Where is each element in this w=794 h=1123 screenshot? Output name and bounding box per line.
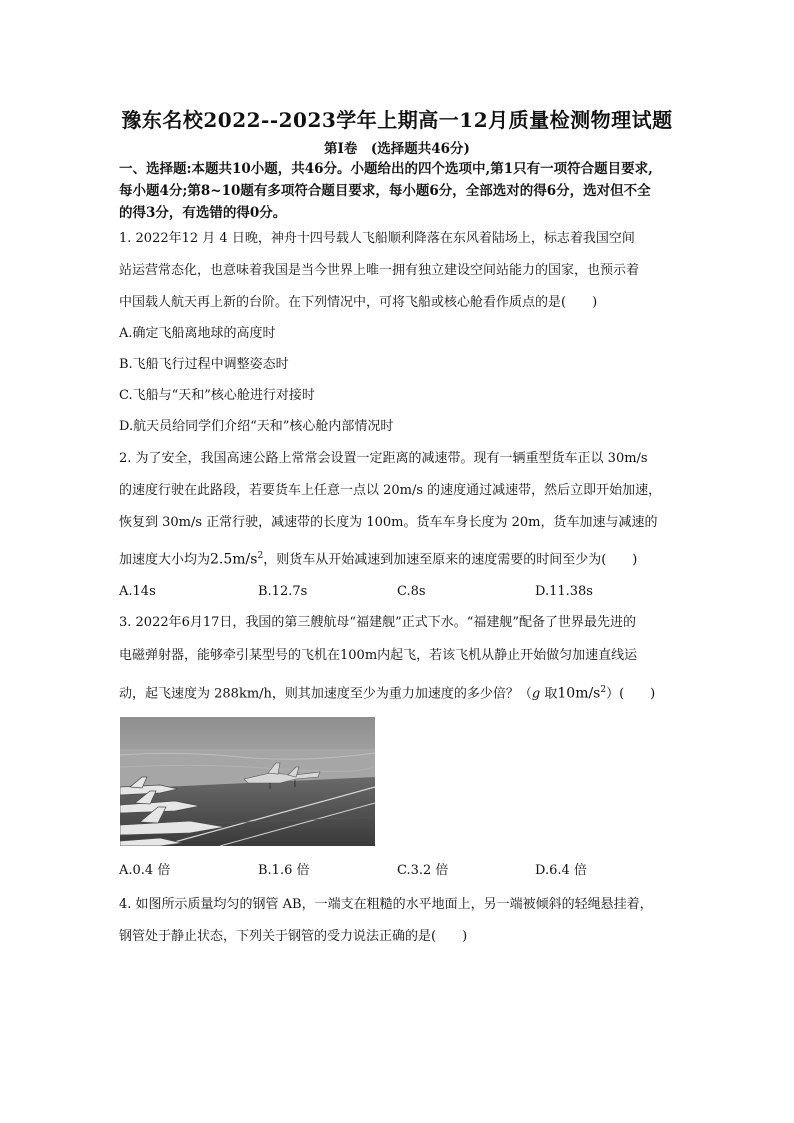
q3-option-d: D.6.4 倍 xyxy=(535,863,587,878)
q2-stem-line-3: 恢复到 30m/s 正常行驶，减速带的长度为 100m。货车车身长度为 20m，货车加速与减速的 xyxy=(119,515,658,530)
q3-symbol-g: g xyxy=(531,686,541,702)
q3-g-exponent: 2 xyxy=(600,685,607,695)
q3-text-b: 取 xyxy=(540,686,558,702)
q2-option-d: D.11.38s xyxy=(535,584,593,599)
q3-stem-line-2: 电磁弹射器，能够牵引某型号的飞机在100m内起飞，若该飞机从静止开始做匀加速直线运 xyxy=(119,648,638,663)
q1-option-d: D.航天员给同学们介绍“天和”核心舱内部情况时 xyxy=(119,419,394,434)
q3-text-a: 动，起飞速度为 288km/h，则其加速度至少为重力加速度的多少倍？（ xyxy=(119,686,532,702)
q2-option-a: A.14s xyxy=(119,584,156,599)
q3-option-b: B.1.6 倍 xyxy=(258,863,310,878)
q2-option-c: C.8s xyxy=(397,584,426,599)
q4-stem-line-2: 钢管处于静止状态，下列关于钢管的受力说法正确的是( ) xyxy=(119,929,468,944)
q3-text-c: ）( ) xyxy=(606,686,656,702)
q2-stem-line-2: 的速度行驶在此路段，若要货车上任意一点以 20m/s 的速度通过减速带，然后立即开始加速， xyxy=(119,483,662,498)
instructions-line-3: 的得3分，有选错的得0分。 xyxy=(119,205,287,221)
q2-option-b: B.12.7s xyxy=(258,584,308,599)
section-instructions xyxy=(119,158,679,224)
q1-stem-line-3: 中国载人航天再上新的台阶。在下列情况中，可将飞船或核心舱看作质点的是( ) xyxy=(119,295,598,310)
q1-stem-line-1: 1. 2022年12 月 4 日晚，神舟十四号载人飞船顺利降落在东风着陆场上，标志着我国空间 xyxy=(119,231,635,246)
instructions-line-1: 一、选择题:本题共10小题，共46分。小题给出的四个选项中,第1只有一项符合题目要求, xyxy=(119,161,653,177)
q3-option-a: A.0.4 倍 xyxy=(119,863,171,878)
aircraft-carrier-photo xyxy=(120,717,375,846)
q3-stem-line-1: 3. 2022年6月17日，我国的第三艘航母“福建舰”正式下水。“福建舰”配备了世界最先进的 xyxy=(119,615,637,630)
q4-stem-line-1: 4. 如图所示质量均匀的钢管 AB，一端支在粗糙的水平地面上，另一端被倾斜的轻绳悬挂着， xyxy=(119,897,653,912)
q2-text-a: 加速度大小均为 xyxy=(119,552,211,568)
q2-accel-value: 2.5m/s xyxy=(210,551,258,568)
q3-g-value: 10m/s xyxy=(557,685,601,702)
exam-title: 豫东名校2022--2023学年上期高一12月质量检测物理试题 xyxy=(121,108,673,132)
instructions-line-2: 每小题4分;第8~10题有多项符合题目要求，每小题6分，全部选对的得6分，选对但不全 xyxy=(119,183,651,199)
q2-text-b: ，则货车从开始减速到加速至原来的速度需要的时间至少为( ) xyxy=(263,552,638,568)
q1-stem-line-2: 站运营常态化，也意味着我国是当今世界上唯一拥有独立建设空间站能力的国家，也预示着 xyxy=(119,263,640,278)
q1-option-b: B.飞船飞行过程中调整姿态时 xyxy=(119,357,289,372)
q1-option-a: A.确定飞船离地球的高度时 xyxy=(119,326,276,341)
q3-option-c: C.3.2 倍 xyxy=(397,863,449,878)
section-subtitle: 第Ⅰ卷 (选择题共46分) xyxy=(324,141,470,157)
q1-option-c: C.飞船与“天和”核心舱进行对接时 xyxy=(119,388,315,403)
q2-stem-line-1: 2. 为了安全，我国高速公路上常常会设置一定距离的减速带。现有一辆重型货车正以 30m/s xyxy=(119,451,648,466)
q2-stem-line-4 xyxy=(119,547,679,569)
q3-stem-line-3 xyxy=(119,681,679,703)
q2-accel-exponent: 2 xyxy=(257,551,264,561)
